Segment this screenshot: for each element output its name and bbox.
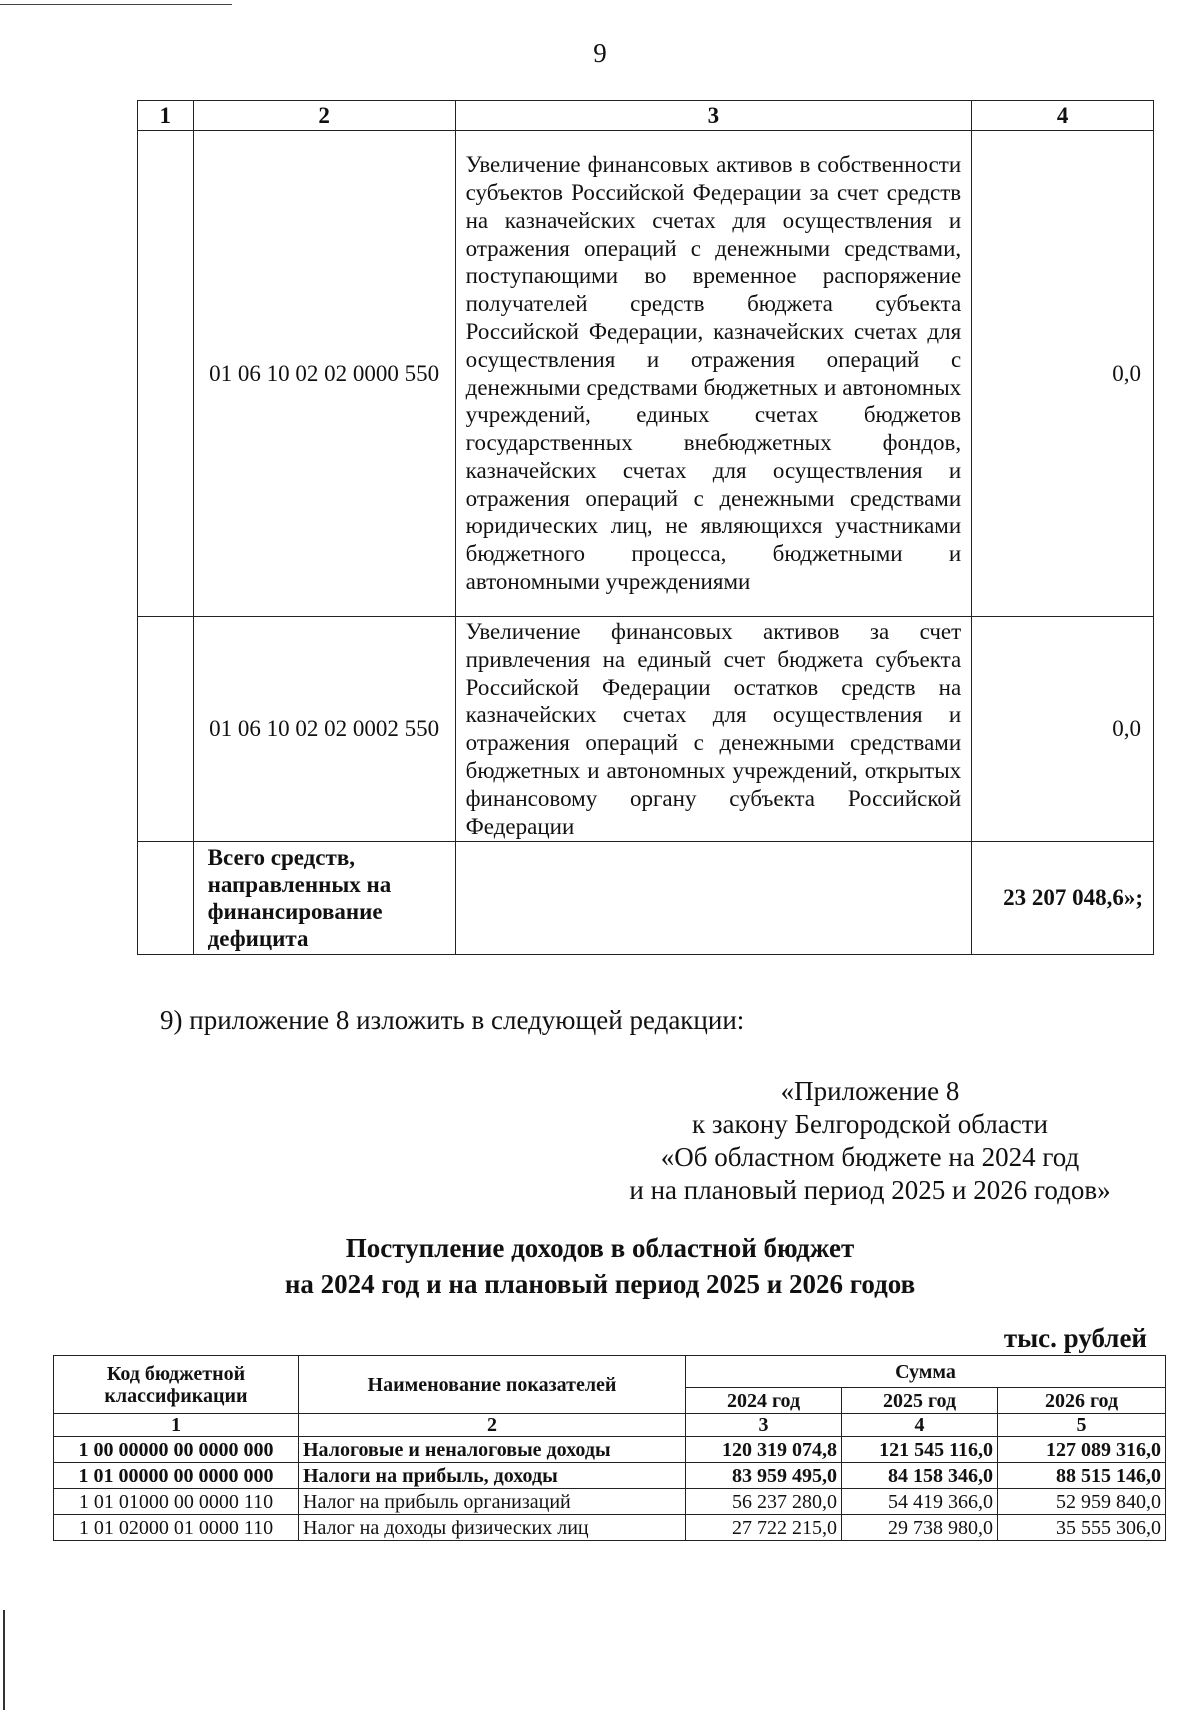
table1-row-description: Увеличение финансовых активов за счет привлечения на единый счет бюджета субъекта Российской Федерации остатков средств на казначейских счетах для осуществления и отражения операций с денежными средствами бюджетных и автономных учреждений, открытых финансовому органу субъекта Российской Федерации <box>455 617 972 842</box>
table2-row-code: 1 01 02000 01 0000 110 <box>54 1515 299 1541</box>
table2-colnum-row <box>54 1414 1166 1437</box>
table2-row-2024: 27 722 215,0 <box>686 1515 842 1541</box>
table1-total-amount: 23 207 048,6»; <box>972 842 1154 955</box>
table2-row <box>54 1437 1166 1463</box>
table1-total-num <box>138 842 194 955</box>
table1-header-col3: 3 <box>455 101 972 131</box>
table2-row-2026: 35 555 306,0 <box>998 1515 1166 1541</box>
table2-row-2026: 88 515 146,0 <box>998 1463 1166 1489</box>
table2-row-code: 1 00 00000 00 0000 000 <box>54 1437 299 1463</box>
table2-colnum: 2 <box>299 1414 686 1437</box>
table1-header-col2: 2 <box>193 101 455 131</box>
table2-row <box>54 1463 1166 1489</box>
table2-header-name: Наименование показателей <box>299 1356 686 1414</box>
table2-row-2025: 29 738 980,0 <box>842 1515 998 1541</box>
paragraph-9: 9) приложение 8 изложить в следующей редакции: <box>160 1005 745 1035</box>
units-label: тыс. рублей <box>1003 1323 1147 1353</box>
document-title <box>0 1230 1200 1302</box>
table2-row-name: Налог на прибыль организаций <box>299 1489 686 1515</box>
table2-row-name: Налоговые и неналоговые доходы <box>299 1437 686 1463</box>
appendix-line1: «Приложение 8 <box>780 1076 960 1106</box>
table2-year-2025: 2025 год <box>842 1388 998 1414</box>
table2-row-code: 1 01 00000 00 0000 000 <box>54 1463 299 1489</box>
table1-total-empty <box>455 842 972 955</box>
appendix-header <box>600 1075 1140 1207</box>
table2-row-2024: 56 237 280,0 <box>686 1489 842 1515</box>
table2-year-2024: 2024 год <box>686 1388 842 1414</box>
deficit-financing-table <box>137 100 1154 955</box>
table2-row-2026: 127 089 316,0 <box>998 1437 1166 1463</box>
table2-colnum: 5 <box>998 1414 1166 1437</box>
table2-row <box>54 1515 1166 1541</box>
table2-row-2024: 120 319 074,8 <box>686 1437 842 1463</box>
table1-row-code: 01 06 10 02 02 0002 550 <box>193 617 455 842</box>
title-line2: на 2024 год и на плановый период 2025 и 2026 годов <box>284 1269 916 1299</box>
table2-year-2026: 2026 год <box>998 1388 1166 1414</box>
table2-row-2026: 52 959 840,0 <box>998 1489 1166 1515</box>
table1-header-col4: 4 <box>972 101 1154 131</box>
table1-total-label: Всего средств, направленных на финансирование дефицита <box>193 842 455 955</box>
table2-row-2024: 83 959 495,0 <box>686 1463 842 1489</box>
table1-row-description: Увеличение финансовых активов в собственности субъектов Российской Федерации за счет средств на казначейских счетах для осуществления и отражения операций с денежными средствами, поступающими во временное распоряжение получателей средств бюджета субъекта Российской Федерации, казначейских счетах для осуществления и отражения операций с денежными средствами бюджетных и автономных учреждений, единых счетах бюджетов государственных внебюджетных фондов, казначейских счетах для осуществления и отражения операций с денежными средствами юридических лиц, не являющихся участниками бюджетного процесса, бюджетными и автономными учреждениями <box>455 131 972 617</box>
title-line1: Поступление доходов в областной бюджет <box>345 1233 855 1263</box>
table1-row-amount: 0,0 <box>972 617 1154 842</box>
table2-colnum: 4 <box>842 1414 998 1437</box>
table2-colnum: 3 <box>686 1414 842 1437</box>
table1-row-code: 01 06 10 02 02 0000 550 <box>193 131 455 617</box>
table2-colnum: 1 <box>54 1414 299 1437</box>
table1-header-row <box>138 101 1154 131</box>
table2-row-2025: 121 545 116,0 <box>842 1437 998 1463</box>
revenue-table <box>53 1355 1166 1541</box>
table1-header-col1: 1 <box>138 101 194 131</box>
table1-row <box>138 617 1154 842</box>
table2-row-code: 1 01 01000 00 0000 110 <box>54 1489 299 1515</box>
left-margin-rule <box>3 1610 5 1710</box>
table2-row-name: Налог на доходы физических лиц <box>299 1515 686 1541</box>
top-rule <box>0 4 232 5</box>
appendix-line4: и на плановый период 2025 и 2026 годов» <box>629 1175 1111 1205</box>
table2-row-2025: 54 419 366,0 <box>842 1489 998 1515</box>
table1-row <box>138 131 1154 617</box>
table1-total-row <box>138 842 1154 955</box>
table2-row <box>54 1489 1166 1515</box>
table2-header-row <box>54 1356 1166 1388</box>
table1-row-amount: 0,0 <box>972 131 1154 617</box>
table1-row-num <box>138 617 194 842</box>
table2-header-code: Код бюджетной классификации <box>54 1356 299 1414</box>
appendix-line3: «Об областном бюджете на 2024 год <box>660 1142 1080 1172</box>
table2-row-2025: 84 158 346,0 <box>842 1463 998 1489</box>
table1-row-num <box>138 131 194 617</box>
appendix-line2: к закону Белгородской области <box>692 1109 1048 1139</box>
table2-header-sum: Сумма <box>686 1356 1166 1388</box>
page-number: 9 <box>593 38 607 68</box>
table2-row-name: Налоги на прибыль, доходы <box>299 1463 686 1489</box>
